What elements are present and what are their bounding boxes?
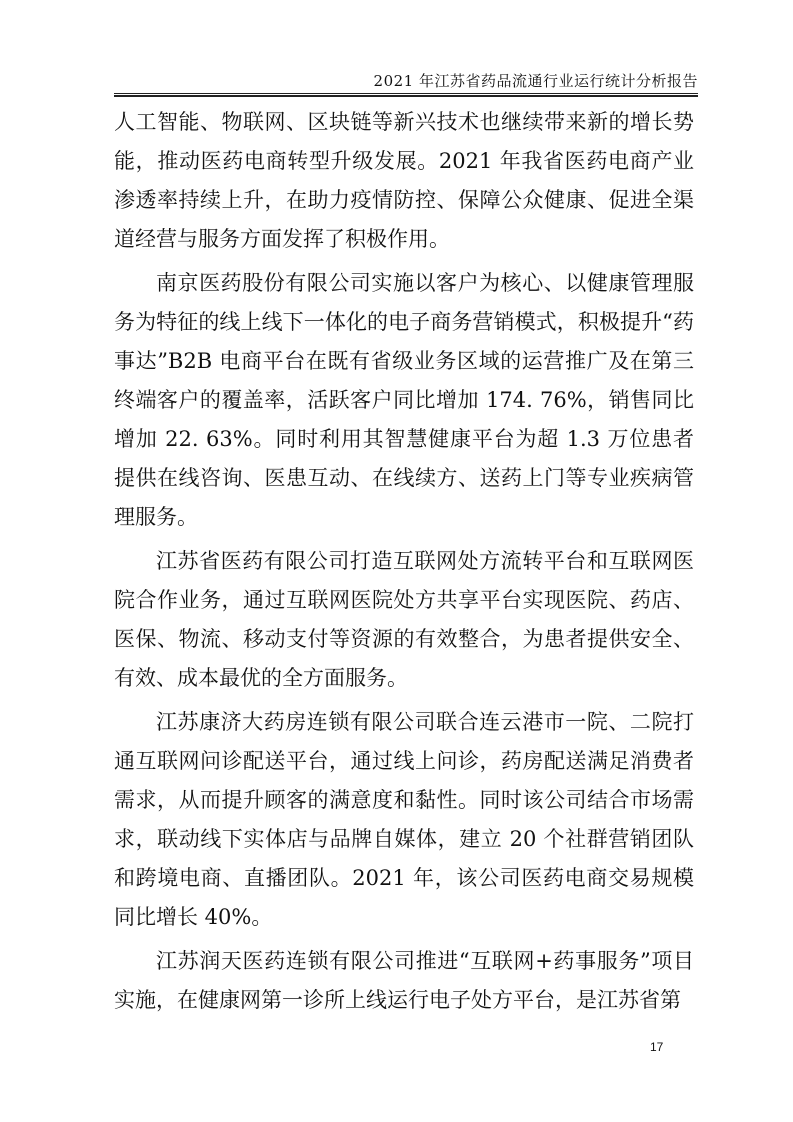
header-title: 2021 年江苏省药品流通行业运行统计分析报告 — [373, 72, 698, 90]
running-header — [114, 70, 698, 94]
paragraph-runtian-pharma: 江苏润天医药连锁有限公司推进“互联网+药事服务”项目实施，在健康网第一诊所上线运行电子处方平台，是江苏省第 — [114, 949, 694, 1012]
paragraph-nanjing-pharma: 南京医药股份有限公司实施以客户为核心、以健康管理服务为特征的线上线下一体化的电子商务营销模式，积极提升“药事达”B2B 电商平台在既有省级业务区域的运营推广及在第三终端客户的覆盖率，活跃客户同比增加 174. 76%，销售同比增加 22. 63%。同时利用其智慧健康平台为超 1.3 万位患者提供在线咨询、医患互动、在线续方、送药上门等专业疾病管理服务。 — [114, 271, 694, 529]
page-number: 17 — [650, 1040, 664, 1054]
paragraph-jiangsu-pharma: 江苏省医药有限公司打造互联网处方流转平台和互联网医院合作业务，通过互联网医院处方共享平台实现医院、药店、医保、物流、移动支付等资源的有效整合，为患者提供安全、有效、成本最优的全方面服务。 — [114, 549, 694, 690]
paragraph-continuation: 人工智能、物联网、区块链等新兴技术也继续带来新的增长势能，推动医药电商转型升级发展。2021 年我省医药电商产业渗透率持续上升，在助力疫情防控、保障公众健康、促进全渠道经营与服务方面发挥了积极作用。 — [114, 110, 694, 251]
paragraph-kangji-pharmacy: 江苏康济大药房连锁有限公司联合连云港市一院、二院打通互联网问诊配送平台，通过线上问诊，药房配送满足消费者需求，从而提升顾客的满意度和黏性。同时该公司结合市场需求，联动线下实体店与品牌自媒体，建立 20 个社群营销团队和跨境电商、直播团队。2021 年，该公司医药电商交易规模同比增长 40%。 — [114, 710, 694, 929]
body-text — [114, 103, 694, 1025]
